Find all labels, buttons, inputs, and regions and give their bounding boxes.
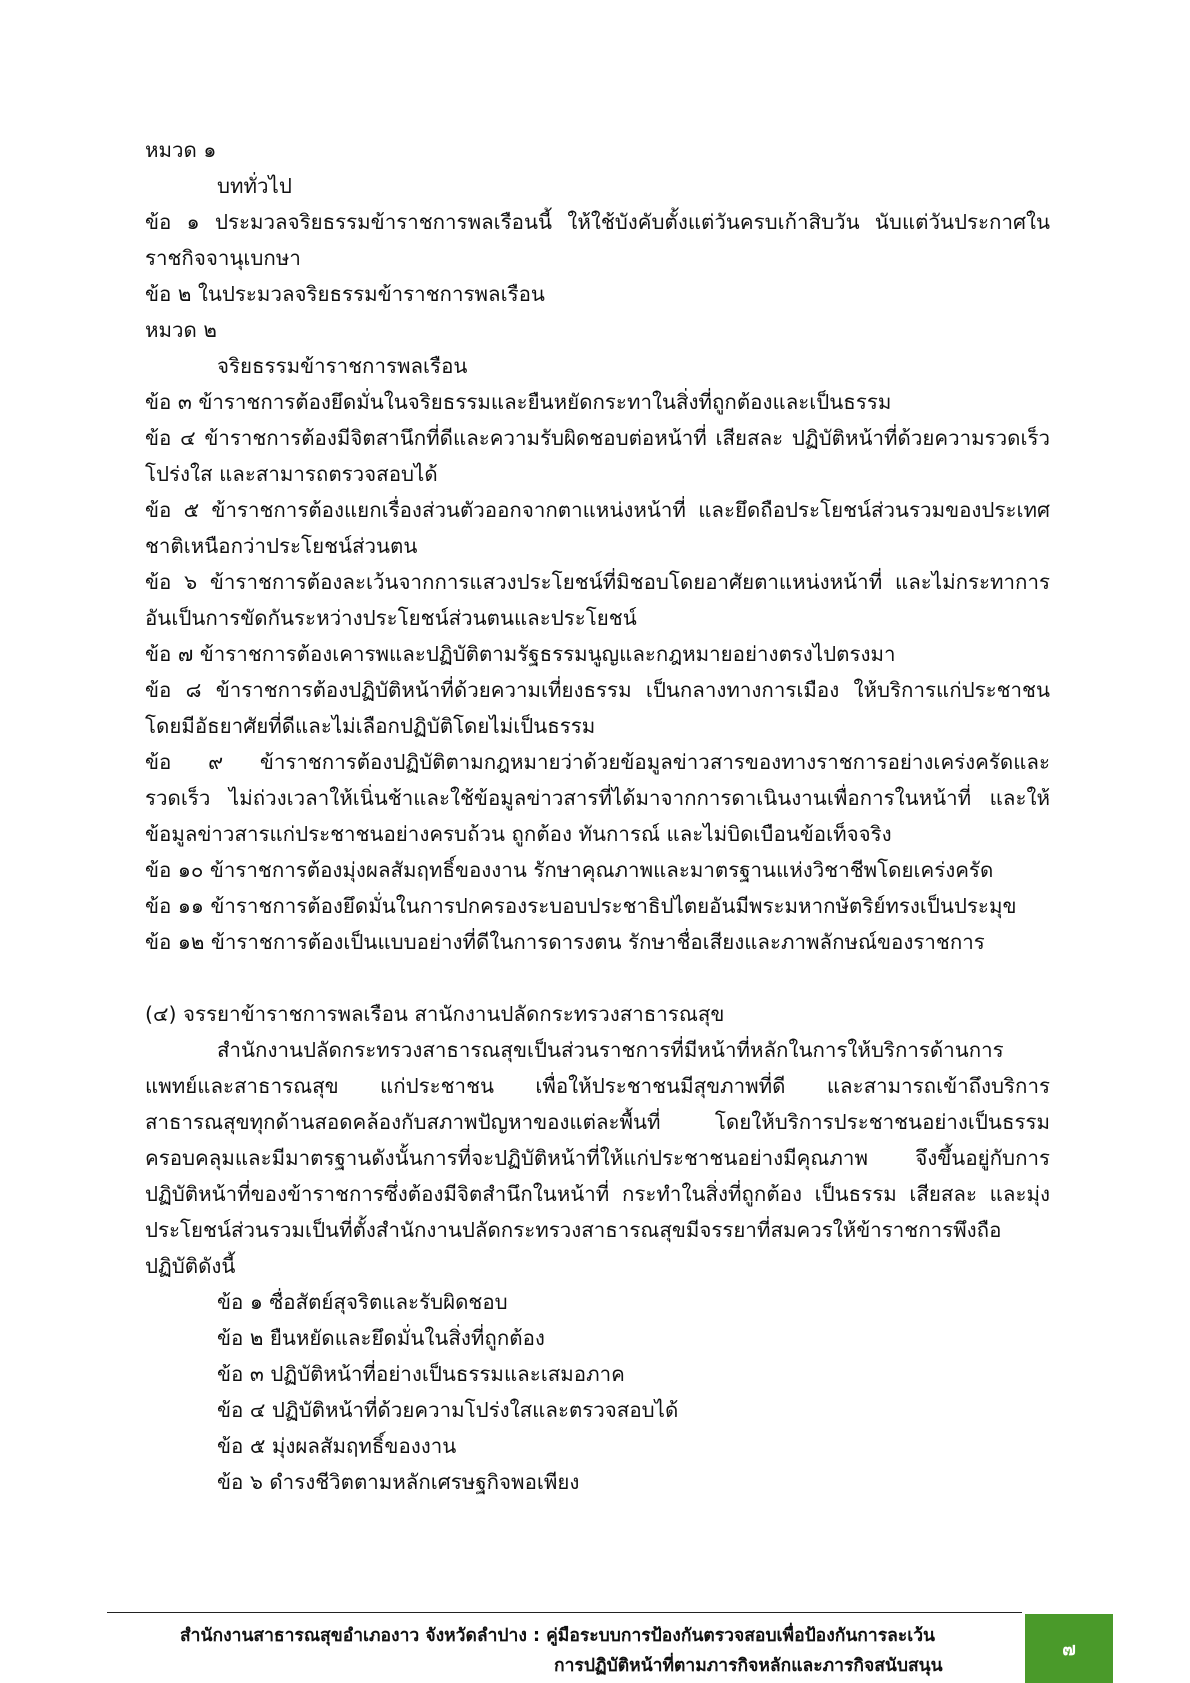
section-4-paragraph: สำนักงานปลัดกระทรวงสาธารณสุขเป็นส่วนราชการที่มีหน้าที่หลักในการให้บริการด้านการแพทย์และสาธารณสุข แก่ประชาชน เพื่อให้ประชาชนมีสุขภาพที่ดี และสามารถเข้าถึงบริการสาธารณสุขทุกด้านสอดคล้องกับสภาพปัญหาของแต่ละพื้นที่ โดยให้บริการประชาชนอย่างเป็นธรรมครอบคลุมและมีมาตรฐานดังนั้นการที่จะปฏิบัติหน้าที่ให้แก่ประชาชนอย่างมีคุณภาพ จึงขึ้นอยู่กับการปฏิบัติหน้าที่ของข้าราชการซึ่งต้องมีจิตสำนึกในหน้าที่ กระทำในสิ่งที่ถูกต้อง เป็นธรรม เสียสละ และมุ่งประโยชน์ส่วนรวมเป็นที่ตั้งสำนักงานปลัดกระทรวงสาธารณสุขมีจรรยาที่สมควรให้ข้าราชการพึงถือปฏิบัติดังนี้ xyxy=(145,1038,1050,1278)
page-number: ๗ xyxy=(1062,1639,1076,1660)
chapter-2-item-12: ข้อ ๑๒ ข้าราชการต้องเป็นแบบอย่างที่ดีในการดารงตน รักษาชื่อเสียงและภาพลักษณ์ของราชการ xyxy=(145,930,985,954)
chapter-2-item-10: ข้อ ๑๐ ข้าราชการต้องมุ่งผลสัมฤทธิ์ของงาน รักษาคุณภาพและมาตรฐานแห่งวิชาชีพโดยเคร่งครัด xyxy=(145,858,994,882)
chapter-2-item-4: ข้อ ๔ ข้าราชการต้องมีจิตสานึกที่ดีและความรับผิดชอบต่อหน้าที่ เสียสละ ปฏิบัติหน้าที่ด้วยความรวดเร็วโปร่งใส และสามารถตรวจสอบได้ xyxy=(145,426,1050,486)
document-body xyxy=(145,132,1050,1500)
chapter-1-heading: หมวด ๑ xyxy=(145,138,217,162)
footer-line-1: สำนักงานสาธารณสุขอำเภองาว จังหวัดลำปาง : คู่มือระบบการป้องกันตรวจสอบเพื่อป้องกันการละเว้น xyxy=(180,1626,936,1646)
section-4-heading: (๔) จรรยาข้าราชการพลเรือน สานักงานปลัดกระทรวงสาธารณสุข xyxy=(145,1002,725,1026)
chapter-2-item-5: ข้อ ๕ ข้าราชการต้องแยกเรื่องส่วนตัวออกจากตาแหน่งหน้าที่ และยึดถือประโยชน์ส่วนรวมของประเทศชาติเหนือกว่าประโยชน์ส่วนตน xyxy=(145,498,1050,558)
chapter-2-item-7: ข้อ ๗ ข้าราชการต้องเคารพและปฏิบัติตามรัฐธรรมนูญและกฎหมายอย่างตรงไปตรงมา xyxy=(145,642,896,666)
section-spacer xyxy=(145,960,1050,996)
section-4-item: ข้อ ๔ ปฏิบัติหน้าที่ด้วยความโปร่งใสและตรวจสอบได้ xyxy=(217,1398,679,1422)
chapter-2-heading: หมวด ๒ xyxy=(145,318,217,342)
section-4-item: ข้อ ๕ มุ่งผลสัมฤทธิ์ของงาน xyxy=(217,1434,457,1458)
footer-caption xyxy=(107,1621,1022,1681)
chapter-2-item-11: ข้อ ๑๑ ข้าราชการต้องยึดมั่นในการปกครองระบอบประชาธิปไตยอันมีพระมหากษัตริย์ทรงเป็นประมุข xyxy=(145,894,1017,918)
chapter-2-item-6: ข้อ ๖ ข้าราชการต้องละเว้นจากการแสวงประโยชน์ที่มิชอบโดยอาศัยตาแหน่งหน้าที่ และไม่กระทาการอันเป็นการขัดกันระหว่างประโยชน์ส่วนตนและประโยชน์ xyxy=(145,570,1050,630)
footer-divider xyxy=(107,1612,1022,1613)
chapter-2-title: จริยธรรมข้าราชการพลเรือน xyxy=(217,354,468,378)
section-4-item: ข้อ ๑ ซื่อสัตย์สุจริตและรับผิดชอบ xyxy=(217,1290,508,1314)
chapter-1-item-2: ข้อ ๒ ในประมวลจริยธรรมข้าราชการพลเรือน xyxy=(145,282,545,306)
chapter-2-item-8: ข้อ ๘ ข้าราชการต้องปฏิบัติหน้าที่ด้วยความเที่ยงธรรม เป็นกลางทางการเมือง ให้บริการแก่ประชาชนโดยมีอัธยาศัยที่ดีและไม่เลือกปฏิบัติโดยไม่เป็นธรรม xyxy=(145,678,1050,738)
chapter-1-item-1: ข้อ ๑ ประมวลจริยธรรมข้าราชการพลเรือนนี้ ให้ใช้บังคับตั้งแต่วันครบเก้าสิบวัน นับแต่วันประกาศในราชกิจจานุเบกษา xyxy=(145,210,1050,270)
section-4-item: ข้อ ๓ ปฏิบัติหน้าที่อย่างเป็นธรรมและเสมอภาค xyxy=(217,1362,625,1386)
footer-line-2: การปฏิบัติหน้าที่ตามภารกิจหลักและภารกิจสนับสนุน xyxy=(554,1656,943,1676)
chapter-2-item-3: ข้อ ๓ ข้าราชการต้องยึดมั่นในจริยธรรมและยืนหยัดกระทาในสิ่งที่ถูกต้องและเป็นธรรม xyxy=(145,390,892,414)
chapter-1-title: บททั่วไป xyxy=(217,174,292,198)
page-number-badge xyxy=(1025,1614,1113,1683)
section-4-item: ข้อ ๒ ยืนหยัดและยึดมั่นในสิ่งที่ถูกต้อง xyxy=(217,1326,545,1350)
chapter-2-item-9: ข้อ ๙ ข้าราชการต้องปฏิบัติตามกฎหมายว่าด้วยข้อมูลข่าวสารของทางราชการอย่างเคร่งครัดและรวดเร็ว ไม่ถ่วงเวลาให้เนิ่นช้าและใช้ข้อมูลข่าวสารที่ได้มาจากการดาเนินงานเพื่อการในหน้าที่ และให้ข้อมูลข่าวสารแก่ประชาชนอย่างครบถ้วน ถูกต้อง ทันการณ์ และไม่บิดเบือนข้อเท็จจริง xyxy=(145,750,1050,846)
section-4-item: ข้อ ๖ ดำรงชีวิตตามหลักเศรษฐกิจพอเพียง xyxy=(217,1470,580,1494)
